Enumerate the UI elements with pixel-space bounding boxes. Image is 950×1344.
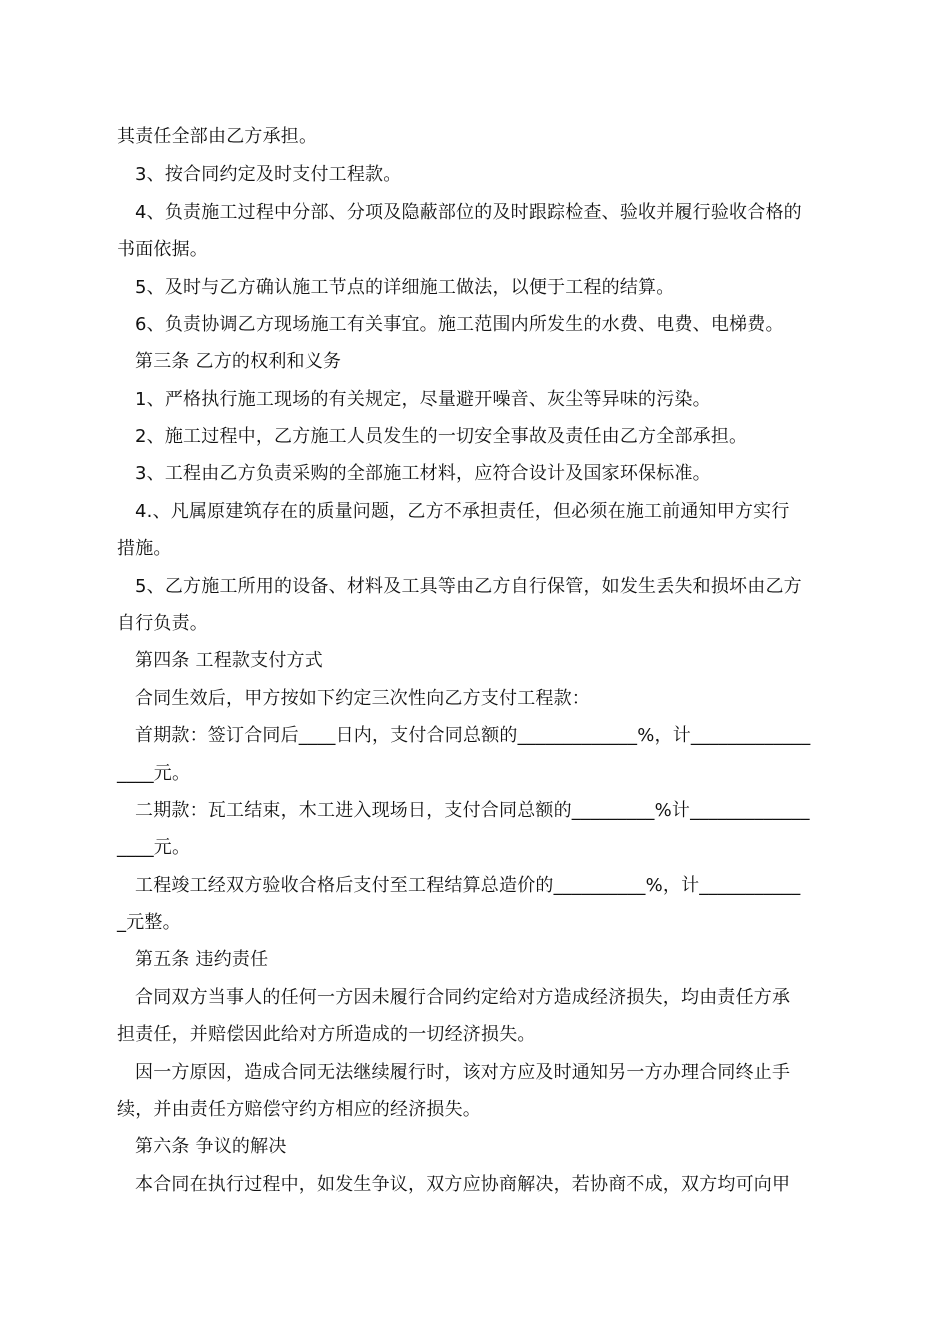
- text-line: 合同生效后，甲方按如下约定三次性向乙方支付工程款：: [135, 688, 590, 709]
- text-line: ____元。: [117, 763, 191, 784]
- text-line: 自行负责。: [117, 613, 208, 634]
- text-line: 合同双方当事人的任何一方因未履行合同约定给对方造成经济损失，均由责任方承: [135, 987, 791, 1008]
- text-line: 4、负责施工过程中分部、分项及隐蔽部位的及时跟踪检查、验收并履行验收合格的: [135, 202, 802, 223]
- text-line: 5、及时与乙方确认施工节点的详细施工做法，以便于工程的结算。: [135, 277, 675, 298]
- section-heading: 第五条 违约责任: [135, 949, 269, 970]
- text-line: 书面依据。: [117, 239, 208, 260]
- text-line: 4.、凡属原建筑存在的质量问题，乙方不承担责任，但必须在施工前通知甲方实行: [135, 501, 790, 522]
- text-line: 3、工程由乙方负责采购的全部施工材料，应符合设计及国家环保标准。: [135, 463, 711, 484]
- text-line: 因一方原因，造成合同无法继续履行时，该对方应及时通知另一方办理合同终止手: [135, 1062, 791, 1083]
- text-line: 续，并由责任方赔偿守约方相应的经济损失。: [117, 1099, 481, 1120]
- text-line: ____元。: [117, 837, 191, 858]
- section-heading: 第四条 工程款支付方式: [135, 650, 323, 671]
- text-line: 6、负责协调乙方现场施工有关事宜。施工范围内所发生的水费、电费、电梯费。: [135, 314, 784, 335]
- text-line: 工程竣工经双方验收合格后支付至工程结算总造价的__________%，计___________: [135, 875, 801, 896]
- section-heading: 第三条 乙方的权利和义务: [135, 351, 342, 372]
- text-line: 其责任全部由乙方承担。: [117, 126, 318, 147]
- text-line: 2、施工过程中，乙方施工人员发生的一切安全事故及责任由乙方全部承担。: [135, 426, 748, 447]
- text-line: 担责任，并赔偿因此给对方所造成的一切经济损失。: [117, 1024, 536, 1045]
- text-line: 首期款：签订合同后____日内，支付合同总额的_____________%，计_____________: [135, 725, 811, 746]
- section-heading: 第六条 争议的解决: [135, 1136, 287, 1157]
- text-line: 本合同在执行过程中，如发生争议，双方应协商解决，若协商不成，双方均可向甲: [135, 1174, 791, 1195]
- text-line: 5、乙方施工所用的设备、材料及工具等由乙方自行保管，如发生丢失和损坏由乙方: [135, 576, 802, 597]
- text-line: _元整。: [117, 912, 181, 933]
- text-line: 二期款：瓦工结束，木工进入现场日，支付合同总额的_________%计_____________: [135, 800, 810, 821]
- text-line: 3、按合同约定及时支付工程款。: [135, 164, 402, 185]
- text-line: 1、严格执行施工现场的有关规定，尽量避开噪音、灰尘等异味的污染。: [135, 389, 711, 410]
- text-line: 措施。: [117, 538, 172, 559]
